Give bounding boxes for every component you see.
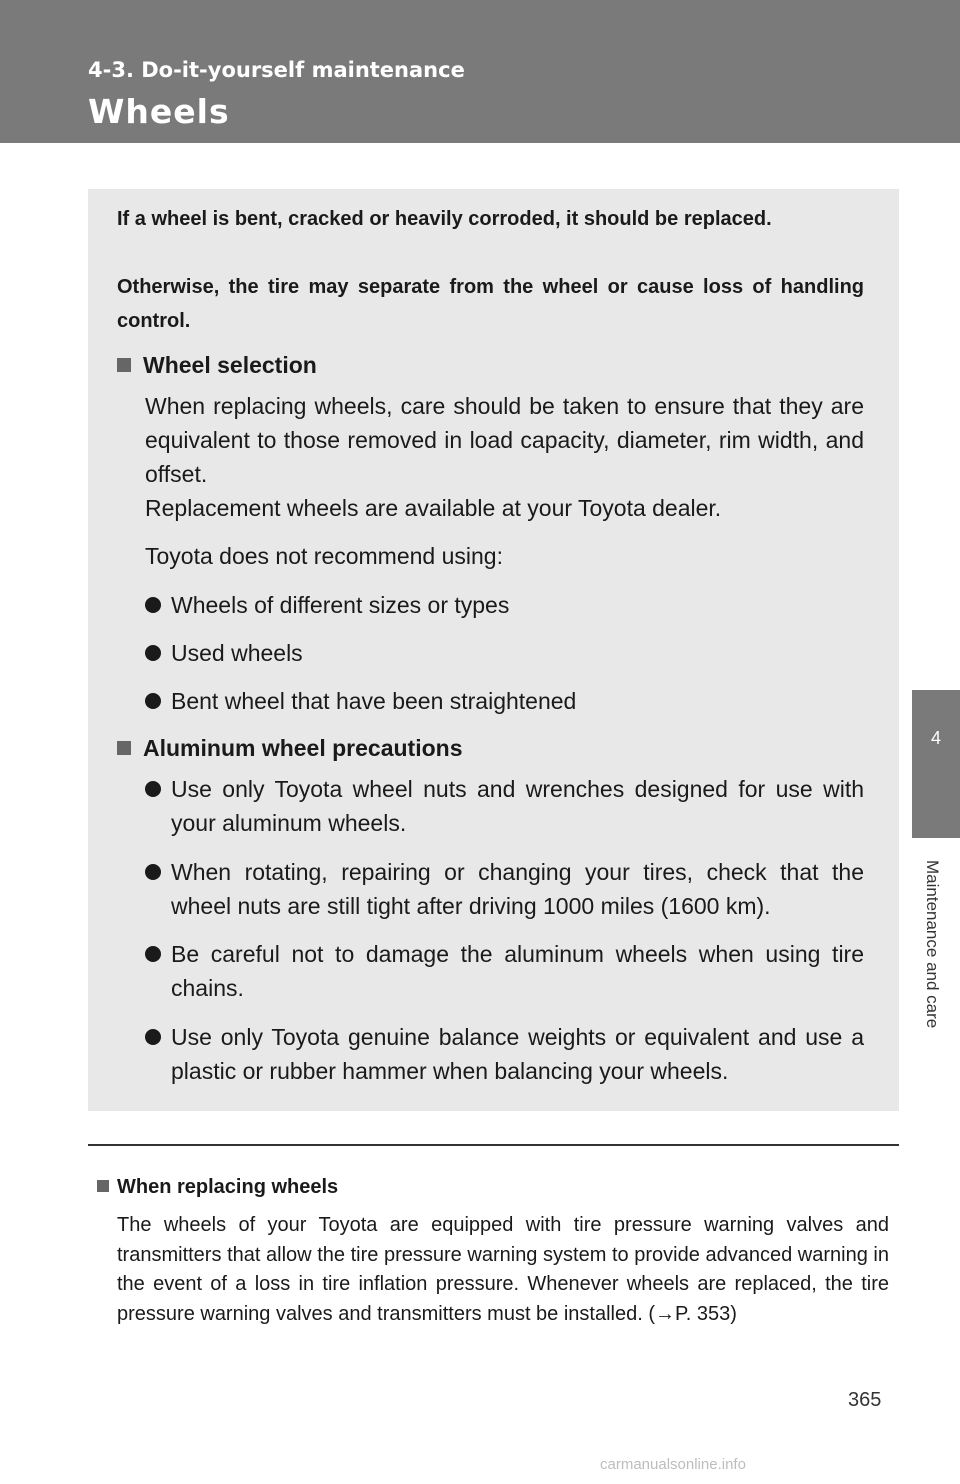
wheel-selection-paragraph-2: Replacement wheels are available at your Toyota dealer. [145,495,722,521]
bullet-dot-icon [145,1029,161,1045]
wheel-selection-paragraph-1: When replacing wheels, care should be taken to ensure that they are equivalent to those removed in load capacity, diameter, rim width, and offset. [145,393,864,487]
bullet-dot-icon [145,597,161,613]
note-heading: When replacing wheels [97,1176,338,1199]
wheel-selection-heading: Wheel selection [117,352,317,379]
caution-intro-1: If a wheel is bent, cracked or heavily corroded, it should be replaced. [117,208,772,230]
bullet-dot-icon [145,781,161,797]
list-item: When rotating, repairing or changing your tires, check that the wheel nuts are still tight after driving 1000 miles (1600 km). [145,855,864,923]
list-item: Use only Toyota wheel nuts and wrenches designed for use with your aluminum wheels. [145,772,864,840]
chapter-tab [912,690,960,838]
chapter-label [922,860,944,1028]
chapter-label-text: Maintenance and care [923,860,942,1029]
list-item: Bent wheel that have been straightened [145,684,864,718]
caution-intro-2: Otherwise, the tire may separate from the wheel or cause loss of handling control. [117,276,864,332]
square-bullet-icon [117,358,131,372]
list-item: Wheels of different sizes or types [145,588,864,622]
list-item: Use only Toyota genuine balance weights or equivalent and use a plastic or rubber hammer when balancing your wheels. [145,1020,864,1088]
bullet-dot-icon [145,645,161,661]
note-text: The wheels of your Toyota are equipped with tire pressure warning valves and transmitters that allow the tire pressure warning system to provide advanced warning in the event of a loss in tire inflation pressure. Whenever wheels are replaced, the tire pressure warning valves and transmitters must be installed. (→P. 353) [117,1214,889,1325]
aluminum-heading: Aluminum wheel precautions [117,735,463,762]
wheel-selection-paragraph-3: Toyota does not recommend using: [145,543,503,569]
square-bullet-icon [97,1180,109,1192]
bullet-dot-icon [145,864,161,880]
section-title: 4-3. Do-it-yourself maintenance [88,58,465,82]
bullet-dot-icon [145,946,161,962]
list-item: Used wheels [145,636,864,670]
chapter-number: 4 [930,728,941,748]
watermark: carmanualsonline.info [600,1456,746,1473]
square-bullet-icon [117,741,131,755]
bullet-dot-icon [145,693,161,709]
list-item: Be careful not to damage the aluminum wheels when using tire chains. [145,937,864,1005]
divider [88,1144,899,1146]
page-number: 365 [848,1389,882,1411]
page-title: Wheels [88,92,230,131]
